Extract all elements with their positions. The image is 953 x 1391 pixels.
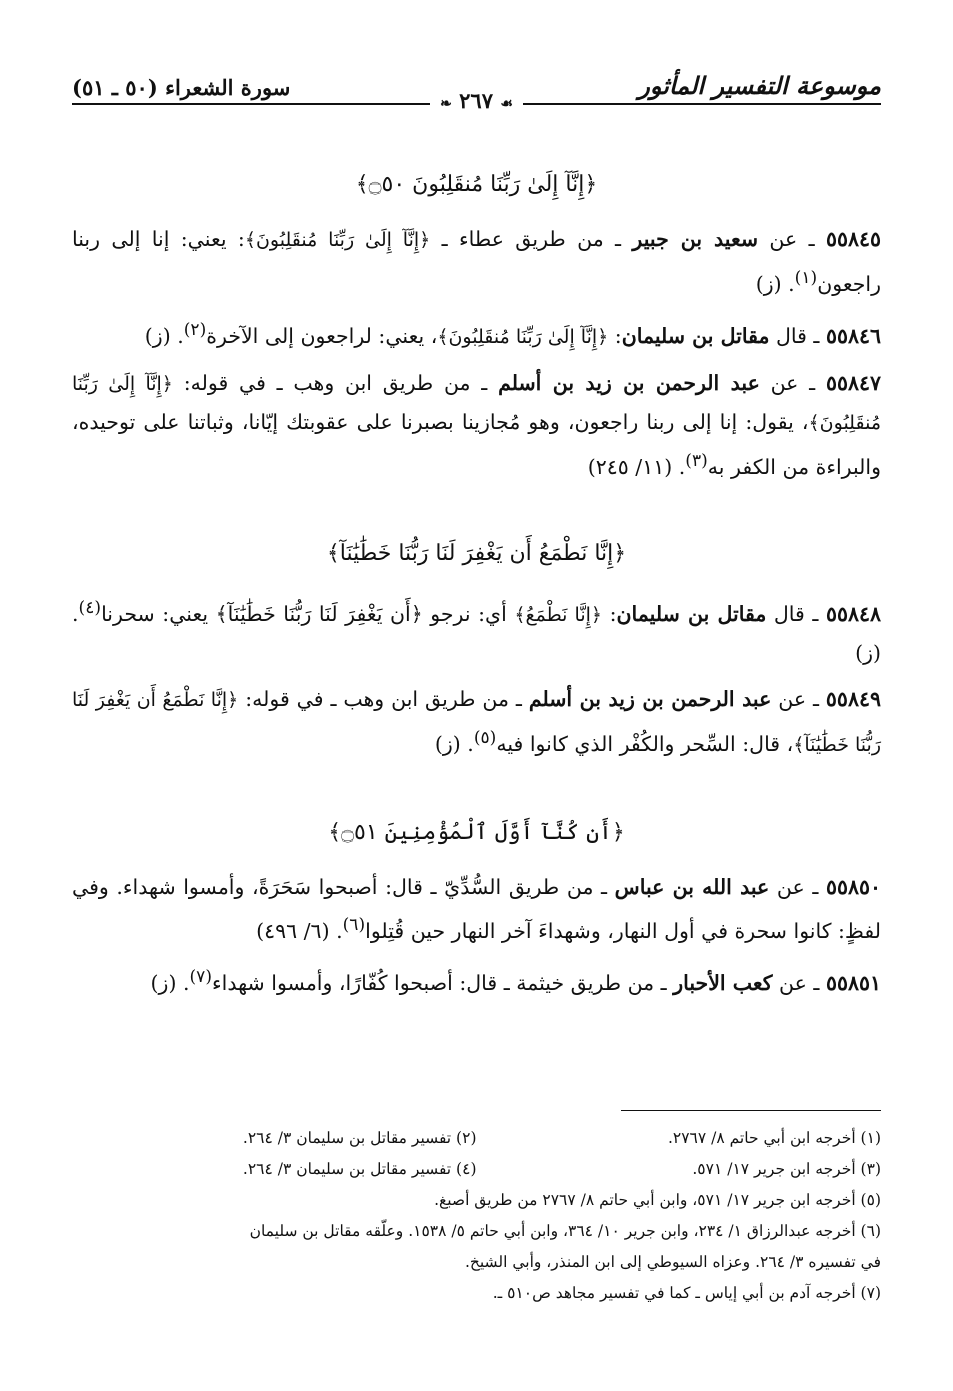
footnote-3: (٣) أخرجه ابن جرير ١٧/ ٥٧١. [692,1160,881,1178]
entry-text: ـ قال [769,323,826,348]
narrator-name: سعيد بن جبير [632,227,759,251]
entry [72,220,881,303]
quran-quote: ﴿إِنَّآ إِلَىٰ رَبِّنَا مُنقَلِبُونَ﴾ [244,229,431,251]
footnote-7: (٧) أخرجه آدم بن أبي إياس ـ كما في تفسير مجاهد ص٥١٠ ـ. [492,1284,881,1302]
entry-source: . (١١/ ٢٤٥) [587,454,686,479]
entry-text: : [602,602,617,627]
entry-text: ـ عن [772,970,826,995]
page-number [430,88,523,113]
entry-number: ٥٥٨٤٩ [825,687,881,712]
footnote-row [72,1154,881,1185]
entry-source: . (ز) [434,732,474,757]
footnote-ref[interactable]: (٢) [183,319,207,340]
entry-text: ـ من طريق ابن وهب ـ في قوله: [172,370,499,395]
entry-text: ـ من طريق خيثمة ـ قال: أصبحوا كُفّارًا، وأمسوا شهداء [212,970,674,995]
entry-text: ، يقول: إنا إلى ربنا راجعون، وهو مُجازينا بصبرنا على عقوبتك إيّانا، وثباتنا على توحيده، والبراءة من الكفر به [72,409,881,479]
quran-quote: ﴿إِنَّا نَطْمَعُ أَن يَغْفِرَ لَنَا رَبُّنَا خَطَٰيَٰنَآ﴾ [72,689,881,757]
verse-heading: ﴿إِنَّا نَطْمَعُ أَن يَغْفِرَ لَنَا رَبُّنَا خَطَٰيَٰنَآ﴾ [326,541,627,567]
entry [72,680,881,764]
ornament-right-icon: ☙ [500,96,513,112]
section-gap [72,772,881,808]
entry-text: : [608,323,622,348]
footnote-ref[interactable]: (٤) [78,598,102,619]
entry-source: . (ز) [72,602,881,666]
entry-text: : يعني: إنا إلى ربنا راجعون [72,227,881,296]
entry-text: ـ عن [771,687,826,712]
footnote-6-cont: في تفسيره ٣/ ٢٦٤. وعزاه السيوطي إلى ابن المنذر، وأبي الشيخ. [464,1253,881,1271]
ornament-left-icon: ❧ [440,96,452,112]
footnote-5: (٥) أخرجه ابن جرير ١٧/ ٥٧١، وابن أبي حاتم ٨/ ٢٧٦٧ من طريق أصبغ. [434,1191,881,1209]
sura-title: سورة الشعراء (٥٠ ـ ٥١) [72,75,291,100]
entry-text: ـ عن [769,875,826,900]
entry [72,958,881,1002]
narrator-name: مقاتل بن سليمان [616,602,767,627]
entry-text: ، قال: السِّحر والكُفْر الذي كانوا فيه [496,732,794,757]
quran-quote: ﴿إِنَّآ إِلَىٰ رَبِّنَا مُنقَلِبُونَ﴾ [437,325,609,348]
entry-text: ـ من طريق السُّدِّيّ ـ قال: أصبحوا سَحَرَةً، وأمسوا شهداء. وفي لفظٍ: كانوا سحرة في أول النهار، وشهداءَ آخر النهار حين قُتِلوا [72,875,881,943]
footnote-6: (٦) أخرجه عبدالرزاق ١/ ٢٣٤، وابن جرير ١٠/ ٣٦٤، وابن أبي حاتم ٥/ ١٥٣٨. وعلّقه مقاتل بن سليمان [249,1222,881,1240]
narrator-name: كعب الأحبار [673,970,773,995]
running-title: موسوعة التفسير المأثور [638,71,881,100]
entry-source: . (ز) [755,271,795,296]
footnote-ref[interactable]: (٥) [473,728,497,749]
entry-text: ، يعني: لراجعون إلى الآخرة [206,323,438,348]
footnote-2: (٢) تفسير مقاتل بن سليمان ٣/ ٢٦٤. [242,1129,477,1147]
footnote-ref[interactable]: (٣) [685,450,708,471]
footnote-1: (١) أخرجه ابن أبي حاتم ٨/ ٢٧٦٧. [667,1129,881,1147]
section-gap [72,493,881,529]
entry-text: ـ عن [759,370,826,395]
footnote-row [72,1123,881,1154]
entry [72,589,881,672]
entry-number: ٥٥٨٤٧ [825,370,881,395]
narrator-name: عبد الرحمن بن زيد بن أسلم [528,687,772,712]
entry-source: . (٦/ ٤٩٦) [256,918,343,943]
page-number-wrap [0,88,953,113]
entry-text: أي: نرجو ﴿أَن يَغْفِرَ لَنَا رَبُّنَا خَطَٰيَٰنَآ﴾ يعني: سحرنا [101,602,515,627]
entry [72,311,881,356]
footnote-rule [621,1110,881,1111]
entry-number: ٥٥٨٤٦ [825,323,881,348]
entry-text: ـ من طريق ابن وهب ـ في قوله: [238,687,529,712]
entry-number: ٥٥٨٤٥ [825,227,882,251]
entry-number: ٥٥٨٤٨ [825,602,881,627]
entry-text: ـ عن [758,227,826,251]
footnote-ref[interactable]: (١) [794,268,818,288]
narrator-name: مقاتل بن سليمان [621,323,770,348]
footnote-4: (٤) تفسير مقاتل بن سليمان ٣/ ٢٦٤. [242,1160,477,1178]
entry-source: . (ز) [150,970,190,995]
entry [72,868,881,950]
entry-text: ـ قال [766,602,826,627]
quran-quote: ﴿إِنَّا نَطْمَعُ﴾ [514,604,603,627]
entry-number: ٥٥٨٥١ [825,970,881,995]
entry-text: ـ من طريق عطاء ـ [430,227,633,251]
footnote-ref[interactable]: (٧) [189,966,213,987]
quran-quote: ﴿إِنَّآ إِلَىٰ رَبِّنَا مُنقَلِبُونَ﴾ [72,372,881,434]
narrator-name: عبد الله بن عباس [614,875,770,900]
entry-number: ٥٥٨٥٠ [825,875,881,900]
entry [72,364,881,486]
narrator-name: عبد الرحمن بن زيد بن أسلم [498,370,760,395]
main-text [72,160,881,1010]
page-number-value: ٢٦٧ [459,88,493,113]
verse-heading: ﴿أَن كُنَّآ أَوَّلَ ٱلْمُؤْمِنِينَ ۝٥١﴾ [328,820,625,846]
footnote-ref[interactable]: (٦) [342,915,366,936]
footnotes [72,1110,881,1309]
verse-heading: ﴿إِنَّآ إِلَىٰ رَبِّنَا مُنقَلِبُونَ ۝٥٠﴾ [355,172,598,197]
entry-source: . (ز) [144,323,184,348]
